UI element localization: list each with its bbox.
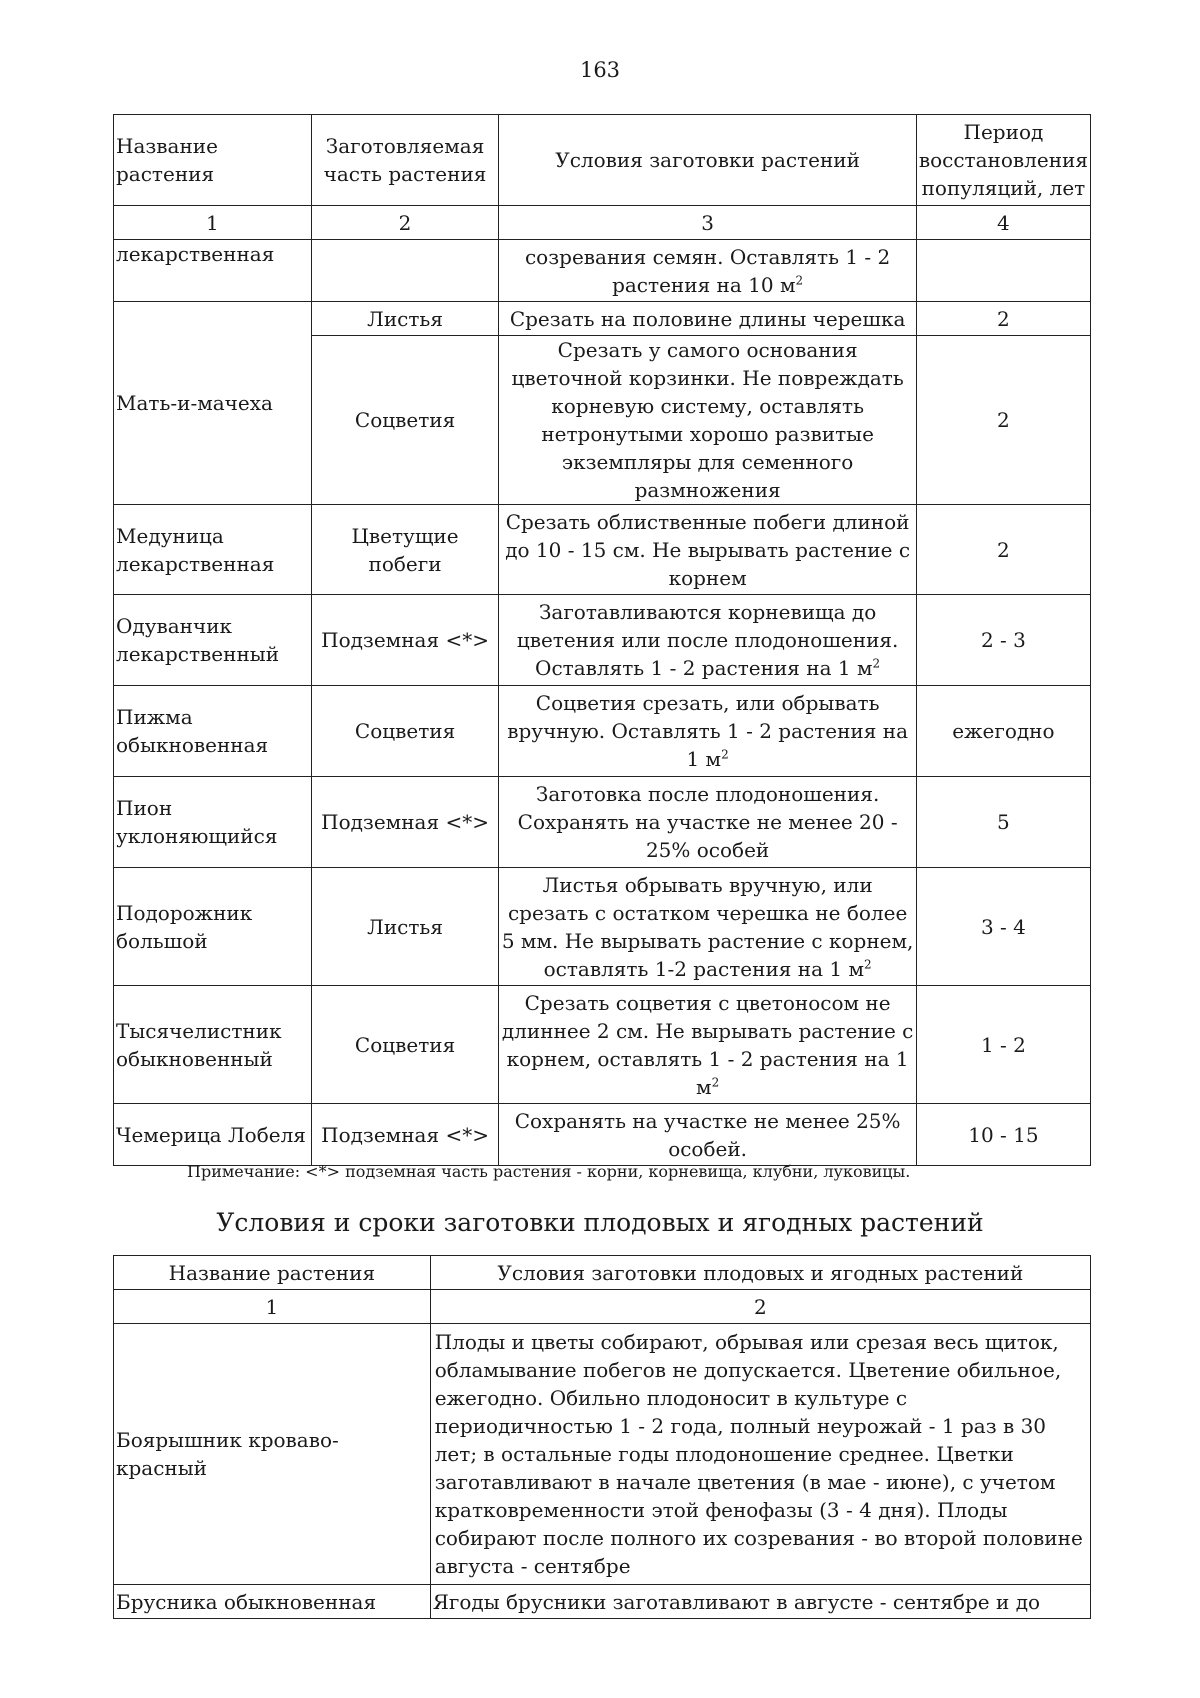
plant-name: Медуница лекарственная [114, 505, 312, 595]
conditions-text: Соцветия срезать, или обрывать вручную. Оставлять 1 - 2 растения на 1 м [507, 691, 908, 771]
column-number: 4 [916, 206, 1090, 240]
page-number: 163 [579, 58, 621, 82]
recovery-period: 2 [916, 336, 1090, 505]
recovery-period: 5 [916, 777, 1090, 868]
recovery-period: 2 - 3 [916, 595, 1090, 686]
table-row [114, 1104, 1091, 1166]
table-footnote: Примечание: <*> подземная часть растения - корни, корневища, клубни, луковицы. [187, 1162, 911, 1181]
column-number: 1 [114, 206, 312, 240]
recovery-period: 2 [916, 302, 1090, 336]
superscript: 2 [872, 656, 881, 671]
medicinal-plants-table [113, 114, 1091, 1166]
header-harvest-conditions: Условия заготовки растений [499, 115, 916, 206]
harvest-conditions: Срезать у самого основания цветочной корзинки. Не повреждать корневую систему, оставлять нетронутыми хорошо развитые экземпляры для семенного размножения [499, 336, 916, 505]
table-row [114, 986, 1091, 1104]
plant-name: Мать-и-мачеха [114, 302, 312, 505]
column-number: 1 [114, 1290, 431, 1324]
table-row [114, 777, 1091, 868]
plant-name: Пижма обыкновенная [114, 686, 312, 777]
table-row [114, 868, 1091, 986]
harvest-conditions [499, 868, 916, 986]
recovery-period: 1 - 2 [916, 986, 1090, 1104]
conditions-text: Заготавливаются корневища до цветения или после плодоношения. Оставлять 1 - 2 растения на 1 м [516, 600, 899, 680]
superscript: 2 [721, 747, 729, 762]
harvested-part: Листья [311, 868, 499, 986]
fruit-berry-plants-table [113, 1255, 1091, 1619]
superscript: 2 [711, 1074, 720, 1089]
harvest-conditions [499, 986, 916, 1104]
harvested-part: Соцветия [311, 686, 499, 777]
recovery-period [916, 240, 1090, 302]
plant-name: Брусника обыкновенная [114, 1585, 431, 1619]
harvest-conditions [499, 686, 916, 777]
header-harvest-conditions: Условия заготовки плодовых и ягодных растений [430, 1256, 1090, 1290]
table-row [114, 505, 1091, 595]
harvested-part: Цветущие побеги [311, 505, 499, 595]
column-number-row [114, 1290, 1091, 1324]
harvested-part: Соцветия [311, 336, 499, 505]
table-row [114, 1324, 1091, 1585]
table-row [114, 595, 1091, 686]
superscript: 2 [795, 272, 804, 287]
recovery-period: ежегодно [916, 686, 1090, 777]
harvest-conditions: Плоды и цветы собирают, обрывая или срезая весь щиток, обламывание побегов не допускается. Цветение обильное, ежегодно. Обильно плодоносит в культуре с периодичностью 1 - 2 года, полный неурожай - 1 раз в 30 лет; в остальные годы плодоношение среднее. Цветки заготавливают в начале цветения (в мае - июне), с учетом кратковременности этой фенофазы (3 - 4 дня). Плоды собирают после полного их созревания - во второй половине августа - сентябре [430, 1324, 1090, 1585]
plant-name: Чемерица Лобеля [114, 1104, 312, 1166]
superscript: 2 [864, 956, 872, 971]
harvest-conditions: Заготовка после плодоношения. Сохранять на участке не менее 20 - 25% особей [499, 777, 916, 868]
conditions-text: Срезать соцветия с цветоносом не длиннее 2 см. Не вырывать растение с корнем, оставлять 1 - 2 растения на 1 м [501, 990, 914, 1099]
column-number: 2 [311, 206, 499, 240]
harvest-conditions [499, 240, 916, 302]
column-number: 3 [499, 206, 916, 240]
harvested-part: Соцветия [311, 986, 499, 1104]
header-plant-name: Название растения [114, 1256, 431, 1290]
harvest-conditions: Срезать на половине длины черешка [499, 302, 916, 336]
harvested-part: Подземная <*> [311, 777, 499, 868]
harvest-conditions [499, 595, 916, 686]
table-row [114, 240, 1091, 302]
harvest-conditions: Сохранять на участке не менее 25% особей. [499, 1104, 916, 1166]
harvested-part: Подземная <*> [311, 595, 499, 686]
table-header-row [114, 1256, 1091, 1290]
recovery-period: 2 [916, 505, 1090, 595]
header-plant-name: Название растения [114, 115, 312, 206]
harvested-part: Подземная <*> [311, 1104, 499, 1166]
header-harvested-part: Заготовляемая часть растения [311, 115, 499, 206]
table-row [114, 1585, 1091, 1619]
conditions-text: созревания семян. Оставлять 1 - 2 растения на 10 м [524, 244, 891, 297]
harvest-conditions: Ягоды брусники заготавливают в августе - сентябре и до [430, 1585, 1090, 1619]
recovery-period: 3 - 4 [916, 868, 1090, 986]
table-header-row [114, 115, 1091, 206]
harvested-part: Листья [311, 302, 499, 336]
plant-name: Пион уклоняющийся [114, 777, 312, 868]
column-number-row [114, 206, 1091, 240]
plant-name: лекарственная [114, 240, 312, 302]
harvest-conditions: Срезать облиственные побеги длиной до 10 - 15 см. Не вырывать растение с корнем [499, 505, 916, 595]
plant-name: Подорожник большой [114, 868, 312, 986]
conditions-text: Листья обрывать вручную, или срезать с остатком черешка не более 5 мм. Не вырывать растение с корнем, оставлять 1-2 растения на 1 м [501, 872, 914, 981]
section-title: Условия и сроки заготовки плодовых и ягодных растений [216, 1208, 984, 1237]
table-row [114, 302, 1091, 336]
header-recovery-period: Период восстановления популяций, лет [916, 115, 1090, 206]
plant-name: Тысячелистник обыкновенный [114, 986, 312, 1104]
plant-name: Одуванчик лекарственный [114, 595, 312, 686]
harvested-part [311, 240, 499, 302]
recovery-period: 10 - 15 [916, 1104, 1090, 1166]
column-number: 2 [430, 1290, 1090, 1324]
plant-name: Боярышник кроваво-красный [114, 1324, 431, 1585]
table-row [114, 686, 1091, 777]
